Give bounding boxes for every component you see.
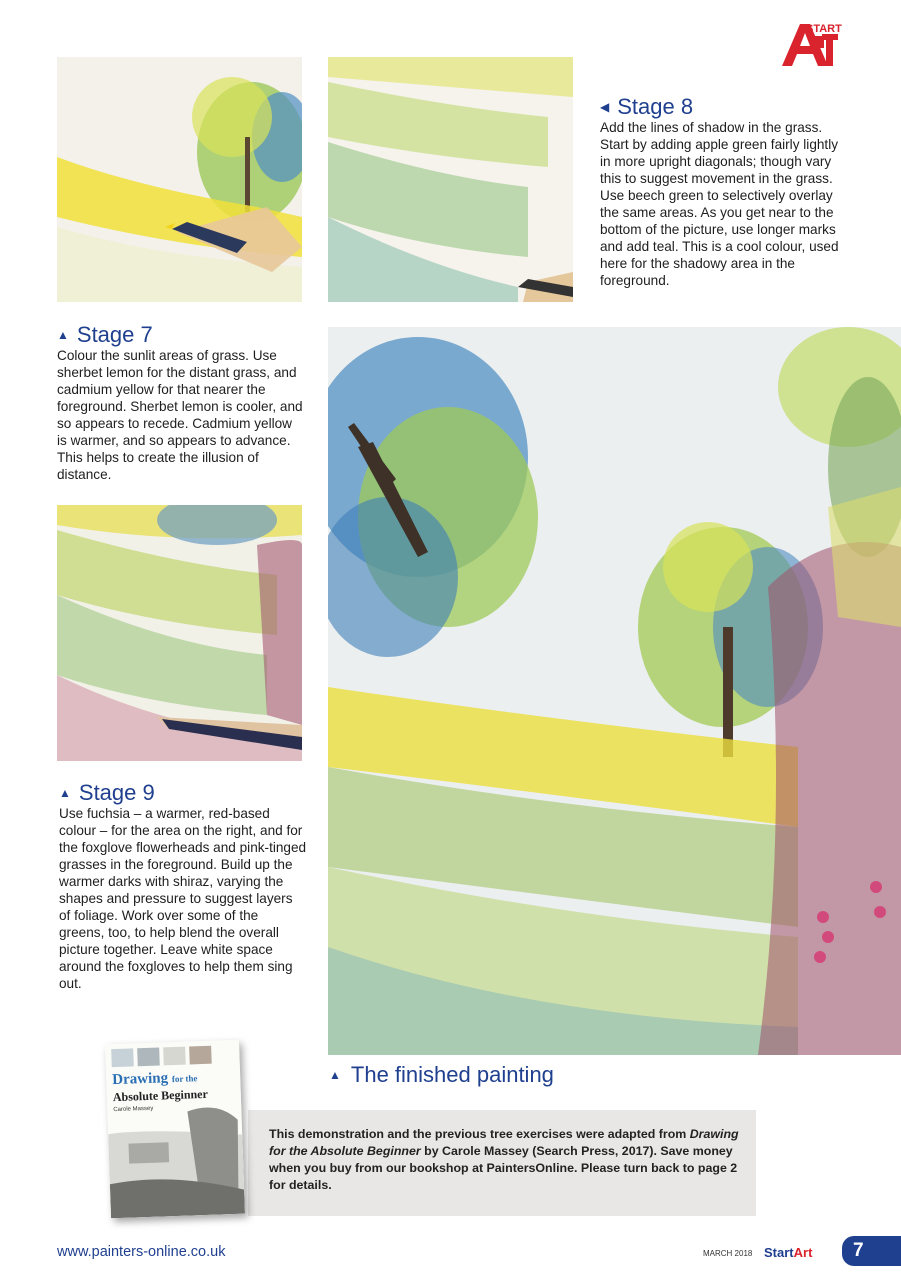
stage7-text: Colour the sunlit areas of grass. Use sherbet lemon for the distant grass, and cadmium yellow for that nearer the foreground. Sherbet lemon is cooler, and so appears to recede. Cadmium yellow is warmer, and so appears to advance. This helps to create the illusion of distance. (57, 348, 303, 482)
stage8-heading: ◀ Stage 8 (600, 94, 694, 119)
stage9-heading: ▲ Stage 9 (59, 780, 155, 805)
stage8-photo (328, 57, 573, 302)
start-art-logo (776, 18, 852, 70)
stage7-photo (57, 57, 302, 302)
issue-date: MARCH 2018 (703, 1249, 753, 1258)
book-title: Drawing for the (111, 1070, 198, 1089)
stage9-caption (59, 781, 307, 992)
stage9-text: Use fuchsia – a warmer, red-based colour – for the area on the right, and for the foxglove flowerheads and pink-tinged grasses in the foreground. Build up the warmer darks with shiraz, varying the shapes and pressure to suggest layers of foliage. Work over some of the greens, too, to help blend the overall picture together. Leave white space around the foxgloves to help them sing out. (59, 806, 307, 991)
arrow-left-icon: ◀ (600, 100, 610, 114)
book-author: Carole Massey (113, 1105, 154, 1114)
stage8-text: Add the lines of shadow in the grass. Start by adding apple green fairly lightly in more upright diagonals; though vary this to suggest movement in the grass. Use beech green to selectively overlay the same areas. As you get near to the bottom of the picture, use longer marks and add teal. This is a cool colour, used here for the shadowy area in the foreground. (600, 120, 839, 288)
arrow-up-icon: ▲ (57, 328, 69, 342)
arrow-up-icon: ▲ (59, 786, 71, 800)
footer-brand: StartArt (764, 1245, 813, 1260)
finished-caption: ▲ The finished painting (329, 1062, 554, 1087)
finished-painting (328, 327, 901, 1055)
stage7-heading: ▲ Stage 7 (57, 322, 153, 347)
info-box (248, 1110, 756, 1216)
info-text: This demonstration and the previous tree exercises were adapted from Drawing for the Absolute Beginner by Carole Massey (Search Press, 2017). Save money when you buy from our bookshop at PaintersOnline. Please turn back to page 2 for details. (269, 1127, 739, 1192)
stage9-photo (57, 505, 302, 761)
book-title-link: Drawing for the Absolute Beginner (269, 1127, 739, 1158)
logo-start: START (806, 23, 842, 35)
stage8-caption (600, 95, 840, 289)
stage7-caption (57, 323, 305, 483)
page-number: 7 (842, 1236, 901, 1266)
book-subtitle: Absolute Beginner (112, 1086, 209, 1105)
website-link[interactable]: www.painters-online.co.uk (57, 1244, 226, 1260)
book-cover (105, 1040, 245, 1219)
arrow-up-icon: ▲ (329, 1068, 341, 1082)
